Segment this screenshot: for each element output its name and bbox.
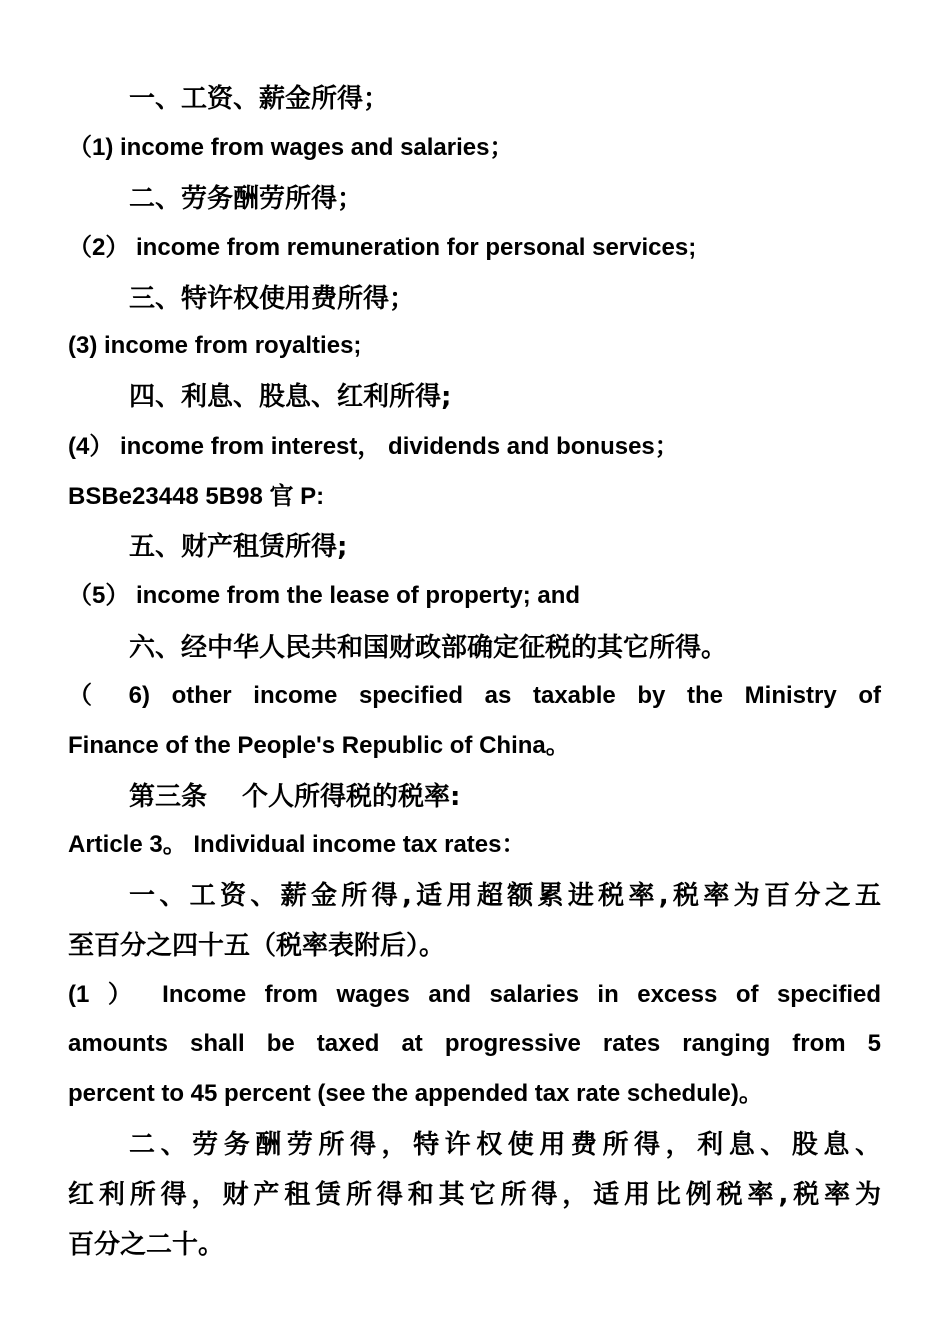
rate-1-chinese-line-1: 一、工资、薪金所得,适用超额累进税率,税率为百分之五 — [129, 881, 881, 911]
item-1-english: （1) income from wages and salaries； — [68, 134, 514, 161]
item-4-chinese: 四、利息、股息、红利所得; — [129, 382, 452, 412]
rate-2-chinese-line-3: 百分之二十。 — [68, 1230, 225, 1260]
rate-1-english-line-3: percent to 45 percent (see the appended tax rate schedule)。 — [68, 1080, 763, 1107]
stray-code-line: BSBe23448 5B98 官 P: — [68, 483, 325, 510]
rate-1-chinese-line-2: 至百分之四十五（税率表附后）。 — [68, 931, 446, 961]
rate-1-english-line-1: (1 ） Income from wages and salaries in excess of specified — [68, 981, 881, 1008]
item-1-chinese: 一、工资、薪金所得； — [129, 84, 390, 114]
rate-2-chinese-line-2: 红利所得，财产租赁所得和其它所得，适用比例税率,税率为 — [68, 1180, 881, 1210]
article-3-heading-english: Article 3。 Individual income tax rates： — [68, 831, 526, 858]
item-2-english: （2） income from remuneration for personal services; — [68, 234, 697, 261]
item-3-english: (3) income from royalties; — [68, 332, 362, 359]
article-3-heading-chinese: 第三条 个人所得税的税率: — [129, 782, 461, 812]
item-4-english: (4） income from interest， dividends and bonuses； — [68, 433, 679, 460]
item-5-chinese: 五、财产租赁所得; — [129, 532, 348, 562]
item-2-chinese: 二、劳务酬劳所得； — [129, 184, 364, 214]
item-3-chinese: 三、特许权使用费所得； — [129, 284, 416, 314]
item-6-chinese: 六、经中华人民共和国财政部确定征税的其它所得。 — [129, 633, 728, 663]
rate-2-chinese-line-1: 二、劳务酬劳所得，特许权使用费所得，利息、股息、 — [129, 1130, 881, 1160]
rate-1-english-line-2: amounts shall be taxed at progressive rates ranging from 5 — [68, 1030, 881, 1057]
item-6-english-line-2: Finance of the People's Republic of China。 — [68, 732, 570, 759]
item-6-english-line-1: （ 6) other income specified as taxable by the Ministry of — [68, 682, 881, 709]
item-5-english: （5） income from the lease of property; and — [68, 582, 581, 609]
